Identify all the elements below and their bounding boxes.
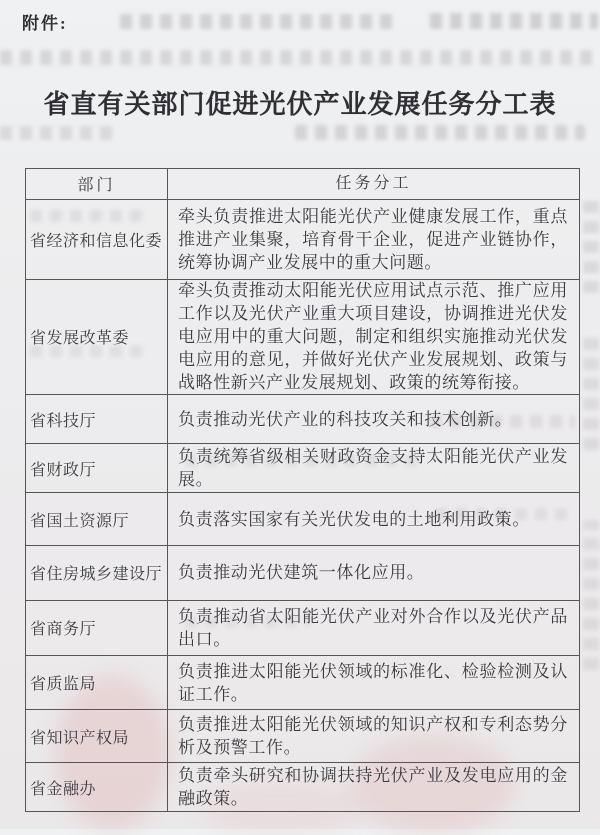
table-row <box>26 443 579 492</box>
task-cell: 负责推进太阳能光伏领域的标准化、检验检测及认证工作。 <box>178 661 568 704</box>
table-row <box>26 709 579 762</box>
dept-cell: 省国土资源厅 <box>26 493 168 545</box>
table-row <box>26 545 579 600</box>
bleedthrough-smudge <box>583 198 599 293</box>
table-header-dept: 部门 <box>26 169 168 199</box>
bleedthrough-smudge <box>583 520 599 670</box>
table-row <box>26 600 579 655</box>
page-title: 省直有关部门促进光伏产业发展任务分工表 <box>43 89 557 119</box>
table-row <box>26 199 579 279</box>
table-row <box>26 394 579 444</box>
dept-cell: 省发展改革委 <box>26 280 168 394</box>
bleedthrough-smudge <box>0 50 600 65</box>
bleedthrough-smudge <box>120 14 395 29</box>
table-row <box>26 279 579 394</box>
task-cell: 负责推进太阳能光伏领域的知识产权和专利态势分析及预警工作。 <box>178 715 568 758</box>
table-header-row <box>26 169 579 199</box>
table-row <box>26 762 579 811</box>
attachment-label: 附件: <box>22 14 68 33</box>
task-cell: 负责统筹省级相关财政资金支持太阳能光伏产业发展。 <box>178 447 568 490</box>
task-cell: 负责落实国家有关光伏发电的土地利用政策。 <box>178 509 530 529</box>
dept-cell: 省金融办 <box>26 763 168 811</box>
task-cell: 负责牵头研究和协调扶持光伏产业及发电应用的金融政策。 <box>178 766 568 809</box>
task-cell: 牵头负责推进太阳能光伏产业健康发展工作，重点推进产业集聚，培育骨干企业，促进产业链协作，统筹协调产业发展中的重大问题。 <box>178 206 568 272</box>
dept-cell: 省质监局 <box>26 656 168 710</box>
dept-cell: 省经济和信息化委 <box>26 200 168 279</box>
dept-cell: 省住房城乡建设厅 <box>26 546 168 600</box>
table-row <box>26 492 579 545</box>
task-cell: 负责推动光伏产业的科技攻关和技术创新。 <box>178 409 513 429</box>
task-division-table <box>25 168 580 812</box>
bleedthrough-smudge <box>583 330 599 450</box>
task-cell: 负责推动光伏建筑一体化应用。 <box>178 563 425 583</box>
bleedthrough-smudge <box>295 125 585 140</box>
task-cell: 牵头负责推动太阳能光伏应用试点示范、推广应用工作以及光伏产业重大项目建设，协调推进光伏发电应用中的重大问题，制定和组织实施推动光伏发电应用的意见，并做好光伏产业发展规划、政策与战略性新兴产业发展规划、政策的统筹衔接。 <box>178 281 568 393</box>
dept-cell: 省商务厅 <box>26 601 168 655</box>
dept-cell: 省知识产权局 <box>26 710 168 762</box>
table-header-task: 任务分工 <box>335 175 412 193</box>
dept-cell: 省科技厅 <box>26 395 168 444</box>
dept-cell: 省财政厅 <box>26 444 168 492</box>
task-cell: 负责推动省太阳能光伏产业对外合作以及光伏产品出口。 <box>178 606 568 649</box>
table-row <box>26 655 579 710</box>
bleedthrough-smudge <box>430 13 598 29</box>
bleedthrough-smudge <box>0 126 112 140</box>
